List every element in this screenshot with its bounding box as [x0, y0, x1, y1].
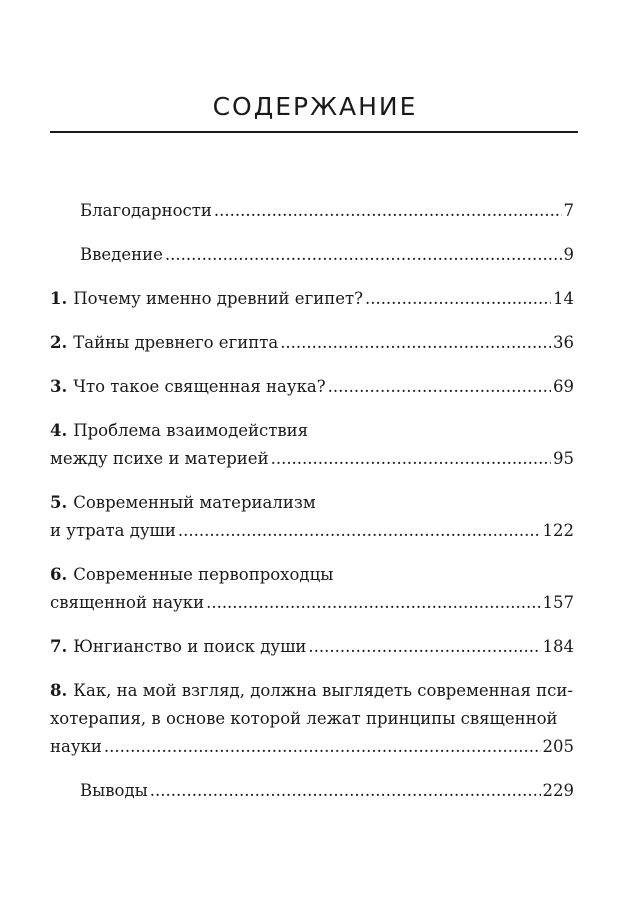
toc-entry-7[interactable]	[50, 633, 574, 661]
entry-page: 184	[542, 637, 574, 656]
chapter-number: 1.	[50, 289, 68, 308]
chapter-number: 4.	[50, 421, 68, 440]
chapter-number: 8.	[50, 681, 68, 700]
entry-title: Благодарности	[80, 201, 212, 220]
entry-title: Почему именно древний египет?	[73, 289, 363, 308]
toc-entry-3[interactable]	[50, 373, 574, 401]
entry-page: 229	[542, 781, 574, 800]
dot-leader	[308, 633, 540, 661]
chapter-number: 7.	[50, 637, 68, 656]
entry-page: 157	[542, 593, 574, 612]
toc-entry-acknowledgements[interactable]	[50, 197, 574, 225]
entry-title: Современный материализм	[73, 493, 316, 512]
table-of-contents	[50, 197, 574, 805]
entry-title-continued: между психе и материей	[50, 449, 269, 468]
toc-entry-introduction[interactable]	[50, 241, 574, 269]
dot-leader	[206, 589, 540, 617]
entry-title: Современные первопроходцы	[73, 565, 334, 584]
entry-title-continued: науки	[50, 737, 102, 756]
entry-page: 122	[542, 521, 574, 540]
entry-title: Юнгианство и поиск души	[73, 637, 307, 656]
dot-leader	[365, 285, 551, 313]
toc-heading: СОДЕРЖАНИЕ	[212, 92, 418, 121]
toc-entry-2[interactable]	[50, 329, 574, 357]
toc-entry-8[interactable]	[50, 677, 574, 761]
entry-page: 95	[553, 449, 574, 468]
toc-entry-5[interactable]	[50, 489, 574, 545]
entry-title: Тайны древнего египта	[73, 333, 279, 352]
entry-page: 14	[553, 289, 574, 308]
chapter-number: 3.	[50, 377, 68, 396]
toc-entry-4[interactable]	[50, 417, 574, 473]
heading-rule	[50, 131, 578, 133]
dot-leader	[104, 733, 541, 761]
chapter-number: 2.	[50, 333, 68, 352]
dot-leader	[280, 329, 551, 357]
entry-title-continued: и утрата души	[50, 521, 176, 540]
chapter-number: 6.	[50, 565, 68, 584]
entry-title: Как, на мой взгляд, должна выглядеть современная пси-	[73, 681, 573, 700]
dot-leader	[271, 445, 551, 473]
entry-title: Выводы	[80, 781, 148, 800]
toc-entry-conclusions[interactable]	[50, 777, 574, 805]
toc-entry-6[interactable]	[50, 561, 574, 617]
entry-page: 69	[553, 377, 574, 396]
dot-leader	[165, 241, 562, 269]
entry-title: Что такое священная наука?	[73, 377, 326, 396]
entry-title-continued: священной науки	[50, 593, 205, 612]
entry-title: Введение	[80, 245, 163, 264]
chapter-number: 5.	[50, 493, 68, 512]
dot-leader	[214, 197, 562, 225]
entry-page: 36	[553, 333, 574, 352]
toc-entry-1[interactable]	[50, 285, 574, 313]
entry-page: 7	[563, 201, 574, 220]
entry-title: Проблема взаимодействия	[73, 421, 309, 440]
entry-title-continued: хотерапия, в основе которой лежат принципы священной	[50, 709, 558, 728]
entry-page: 205	[542, 737, 574, 756]
dot-leader	[150, 777, 541, 805]
dot-leader	[328, 373, 551, 401]
entry-page: 9	[563, 245, 574, 264]
dot-leader	[178, 517, 541, 545]
